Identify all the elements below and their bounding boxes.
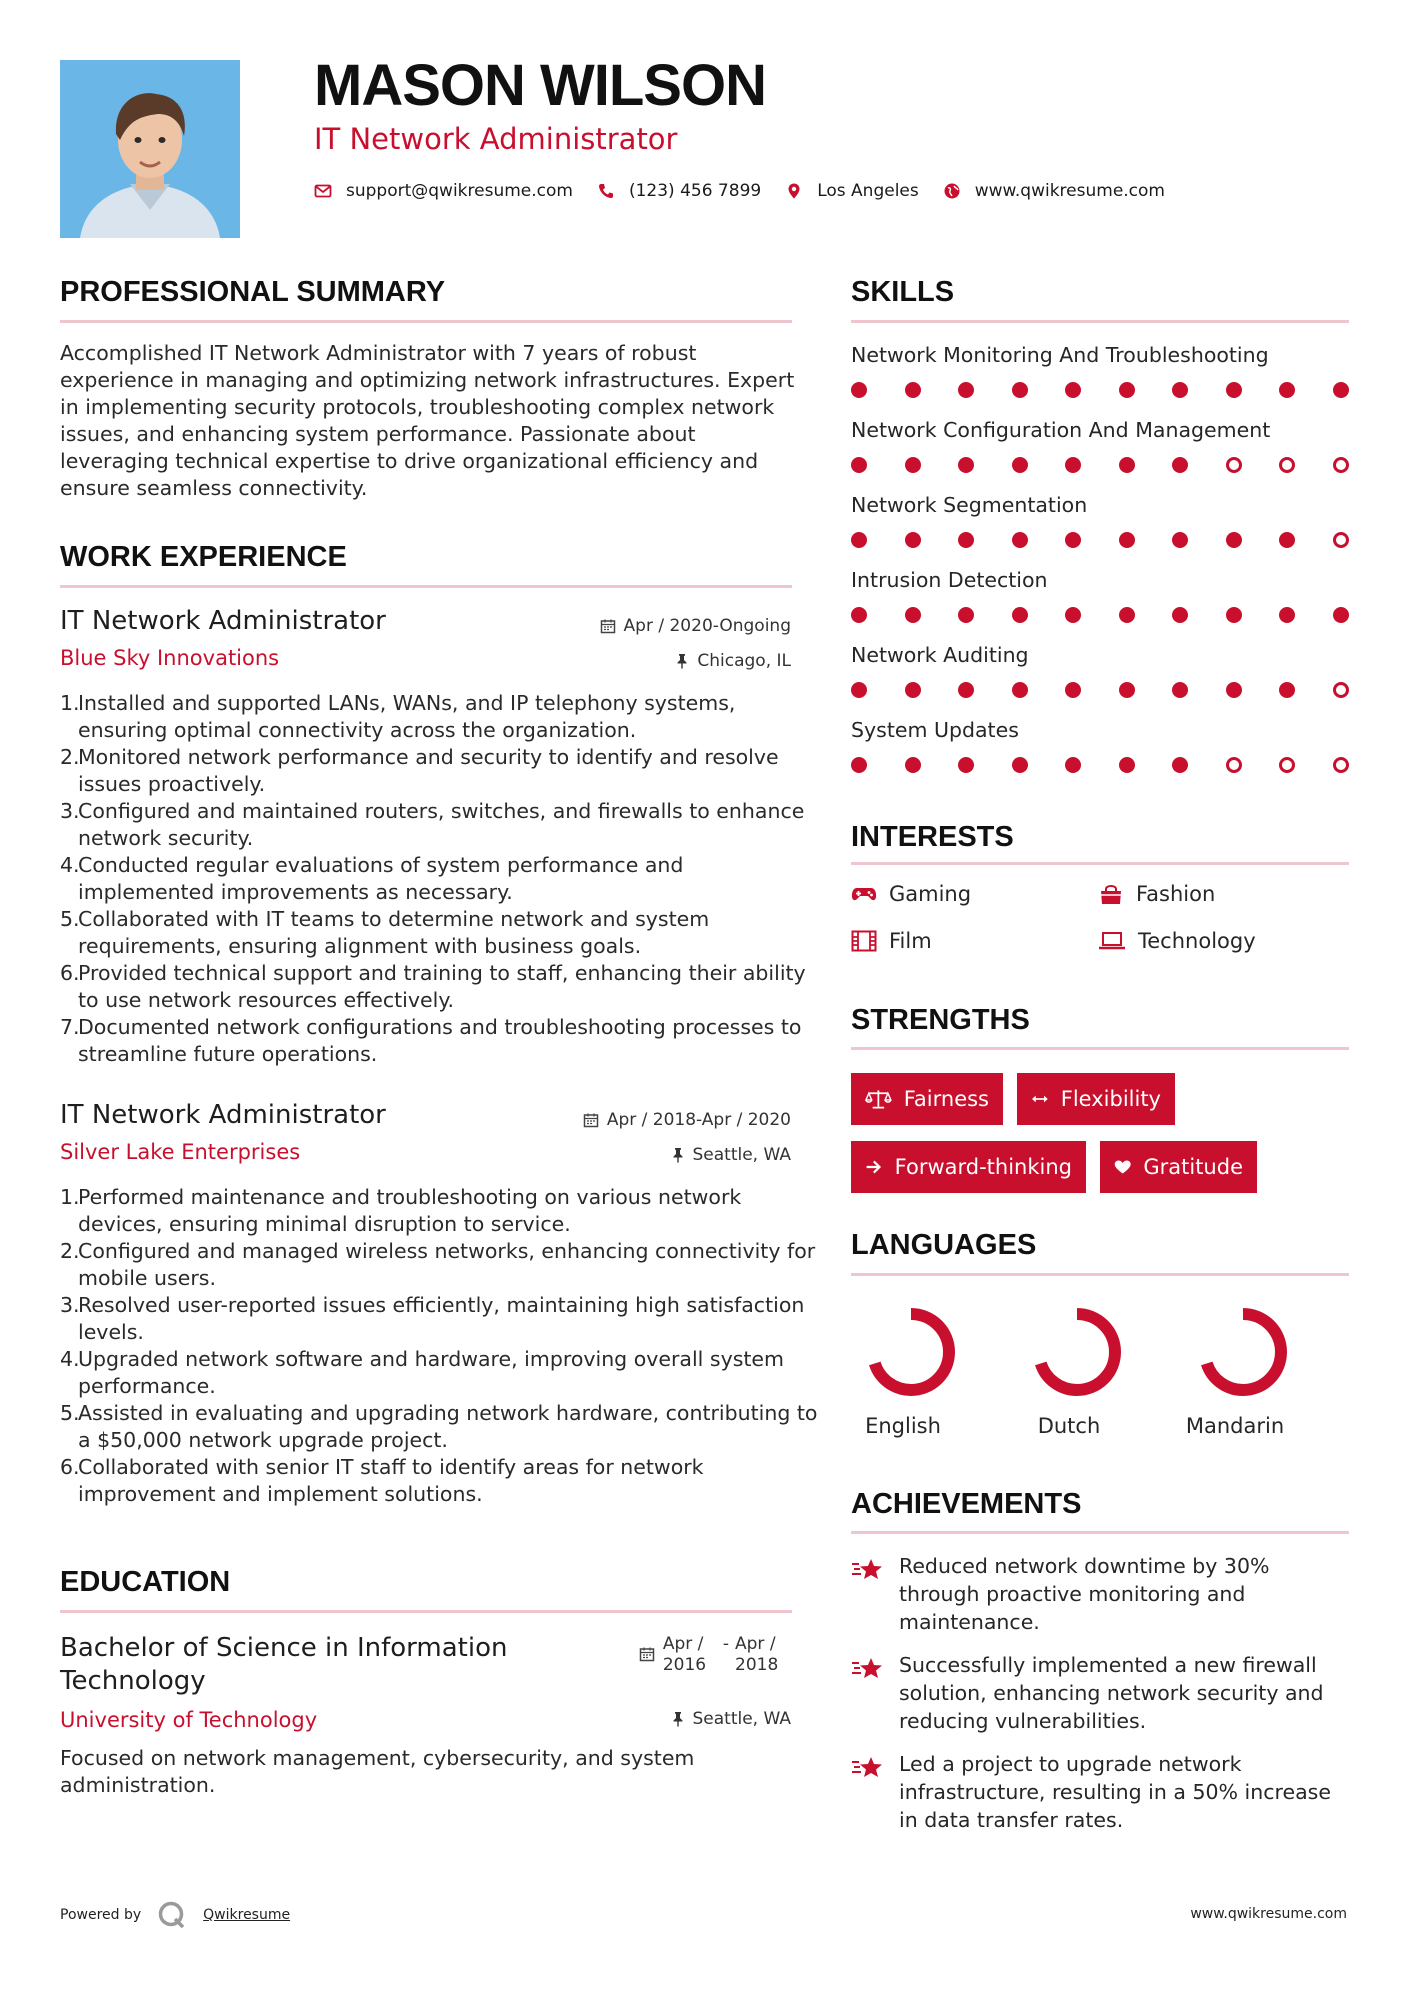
strength-flexibility [1017,1073,1175,1125]
list-item: Upgraded network software and hardware, improving overall system performance. [78,1347,785,1398]
list-item: Documented network configurations and troubleshooting processes to streamline future operations. [78,1015,802,1066]
language-name: English [865,1414,941,1438]
rating-dot-filled [1065,382,1081,398]
rating-dot-filled [958,532,974,548]
rating-dot-filled [1012,457,1028,473]
language-progress-ring [1025,1300,1129,1404]
rating-dot-filled [851,682,867,698]
gamepad-icon [851,885,877,903]
contact-email[interactable]: support@qwikresume.com [346,181,573,201]
strength-gratitude [1100,1141,1257,1193]
film-icon [851,930,877,952]
skills-heading: SKILLS [851,276,955,308]
job-date [583,1110,791,1130]
strengths-heading: STRENGTHS [851,1004,1030,1036]
rating-dot-filled [851,607,867,623]
list-item: Monitored network performance and security to identify and resolve issues proactively. [78,745,779,796]
rating-dot-filled [1065,532,1081,548]
pushpin-icon [671,1711,685,1727]
interest-label: Gaming [889,882,972,906]
achievements-heading: ACHIEVEMENTS [851,1488,1082,1520]
list-item: Performed maintenance and troubleshooting on various network devices, ensuring minimal disruption to service. [78,1185,742,1236]
rating-dot-filled [1119,757,1135,773]
interest-technology [1098,929,1256,953]
language-ring [1017,1300,1137,1408]
rating-dot-filled [1226,682,1242,698]
skill-rating [851,529,1349,551]
education-location-text: Seattle, WA [692,1709,791,1729]
rating-dot-filled [1012,382,1028,398]
language-progress-ring [1191,1300,1295,1404]
balance-scale-icon [865,1088,892,1110]
strength-fairness [851,1073,1003,1125]
contact-location: Los Angeles [817,181,919,201]
rating-dot-filled [958,757,974,773]
footer-site[interactable]: www.qwikresume.com [1190,1906,1347,1922]
rating-dot-filled [905,607,921,623]
rating-dot-filled [958,682,974,698]
strength-label: Fairness [903,1087,989,1111]
experience-heading: WORK EXPERIENCE [60,541,347,573]
skill-name: Network Monitoring And Troubleshooting [851,343,1269,367]
rating-dot-filled [958,457,974,473]
interests-heading: INTERESTS [851,821,1014,853]
calendar-icon [639,1646,655,1662]
rating-dot-filled [1279,532,1295,548]
interest-label: Film [889,929,932,953]
globe-icon [943,182,961,200]
shooting-star-icon [851,1754,885,1782]
list-item: Collaborated with IT teams to determine network and system requirements, ensuring alignment with business goals. [78,907,710,958]
date-separator: - [722,1634,729,1654]
summary-divider [60,320,792,323]
list-item: Resolved user-reported issues efficiently, maintaining high satisfaction levels. [78,1293,805,1344]
rating-dot-filled [1279,682,1295,698]
skill-name: Network Auditing [851,643,1029,667]
calendar-icon [583,1112,599,1128]
shooting-star-icon [851,1655,885,1683]
skill-name: Network Segmentation [851,493,1088,517]
rating-dot-filled [905,532,921,548]
laptop-icon [1098,931,1126,951]
phone-icon [597,182,615,200]
job-date [600,616,791,636]
rating-dot-filled [1119,457,1135,473]
rating-dot-filled [1012,757,1028,773]
job-location-text: Chicago, IL [697,651,791,671]
education-heading: EDUCATION [60,1566,231,1598]
job-company: Blue Sky Innovations [60,646,280,670]
contact-bar [314,178,1189,204]
interests-divider [851,862,1349,865]
qwikresume-logo-icon [157,1900,187,1930]
list-item: Installed and supported LANs, WANs, and IP telephony systems, ensuring optimal connectivity across the organization. [78,691,736,742]
skill-rating [851,454,1349,476]
interest-gaming [851,882,971,906]
shopping-bag-icon [1098,883,1124,905]
rating-dot-filled [1279,607,1295,623]
rating-dot-filled [1172,757,1188,773]
education-location [671,1709,792,1729]
rating-dot-empty [1333,532,1349,548]
job-title: IT Network Administrator [60,606,386,636]
rating-dot-filled [905,682,921,698]
job-company: Silver Lake Enterprises [60,1140,301,1164]
strength-label: Gratitude [1143,1155,1243,1179]
language-ring [851,1300,971,1408]
job-location-text: Seattle, WA [692,1145,791,1165]
achievement-text: Reduced network downtime by 30% through proactive monitoring and maintenance. [899,1554,1270,1634]
profile-photo [60,60,240,238]
rating-dot-filled [1172,382,1188,398]
achievement-item [851,1552,1351,1636]
rating-dot-filled [851,532,867,548]
rating-dot-empty [1279,457,1295,473]
interest-label: Fashion [1136,882,1216,906]
pushpin-icon [675,653,689,669]
job-location [675,651,791,671]
strength-label: Flexibility [1060,1087,1161,1111]
contact-website[interactable]: www.qwikresume.com [974,181,1165,201]
candidate-name: MASON WILSON [314,53,766,118]
rating-dot-filled [1333,382,1349,398]
education-start: Apr / 2016 [662,1634,707,1675]
summary-heading: PROFESSIONAL SUMMARY [60,276,446,308]
summary-text: Accomplished IT Network Administrator with 7 years of robust experience in managing and optimizing network infrastructures. Expert in implementing security protocols, troubleshooting complex network issues, and enhancing system performance. Passionate about leveraging technical expertise to drive organizational efficiency and ensure seamless connectivity. [60,341,795,500]
list-item: Assisted in evaluating and upgrading network hardware, contributing to a $50,000 network upgrade project. [78,1401,818,1452]
arrows-horizontal-icon [1031,1092,1049,1106]
language-progress-arc [1039,1314,1115,1390]
powered-by-label: Powered by [60,1907,142,1923]
skill-rating [851,379,1349,401]
contact-phone[interactable]: (123) 456 7899 [628,181,762,201]
skill-name: Network Configuration And Management [851,418,1271,442]
candidate-role: IT Network Administrator [314,122,678,156]
strength-label: Forward-thinking [894,1155,1072,1179]
rating-dot-filled [851,757,867,773]
language-name: Dutch [1037,1414,1101,1438]
rating-dot-filled [1226,607,1242,623]
rating-dot-filled [1012,607,1028,623]
achievement-item [851,1651,1351,1735]
languages-divider [851,1273,1349,1276]
rating-dot-filled [1279,382,1295,398]
job-location [671,1145,792,1165]
education-divider [60,1610,792,1613]
shooting-star-icon [851,1556,885,1584]
achievement-text: Successfully implemented a new firewall solution, enhancing network security and reducing vulnerabilities. [899,1653,1324,1733]
experience-divider [60,585,792,588]
rating-dot-filled [1065,457,1081,473]
strengths-divider [851,1047,1349,1050]
skill-rating [851,679,1349,701]
rating-dot-empty [1333,757,1349,773]
heart-icon [1114,1157,1131,1177]
map-pin-icon [785,182,803,200]
strength-forward-thinking [851,1141,1086,1193]
achievement-item [851,1750,1351,1834]
achievement-text: Led a project to upgrade network infrastructure, resulting in a 50% increase in data transfer rates. [899,1752,1331,1832]
rating-dot-empty [1226,757,1242,773]
pushpin-icon [671,1147,685,1163]
rating-dot-filled [1119,382,1135,398]
envelope-icon [314,182,332,200]
rating-dot-filled [1065,607,1081,623]
rating-dot-filled [905,757,921,773]
rating-dot-filled [1065,757,1081,773]
skills-divider [851,320,1349,323]
skill-rating [851,604,1349,626]
education-description: Focused on network management, cybersecurity, and system administration. [60,1746,695,1797]
rating-dot-filled [1172,607,1188,623]
job-title: IT Network Administrator [60,1100,386,1130]
languages-heading: LANGUAGES [851,1229,1037,1261]
rating-dot-filled [905,382,921,398]
rating-dot-filled [958,382,974,398]
footer-powered-by [60,1900,290,1930]
rating-dot-filled [1226,382,1242,398]
language-progress-ring [859,1300,963,1404]
achievements-divider [851,1531,1349,1534]
rating-dot-filled [1012,682,1028,698]
education-dates [639,1634,789,1676]
language-name: Mandarin [1185,1414,1285,1438]
education-end: Apr / 2018 [735,1634,779,1675]
interest-fashion [1098,882,1215,906]
calendar-icon [600,618,616,634]
language-progress-arc [873,1314,949,1390]
rating-dot-filled [1065,682,1081,698]
degree-title: Bachelor of Science in Information Technology [60,1633,508,1696]
rating-dot-empty [1279,757,1295,773]
list-item: Configured and managed wireless networks, enhancing connectivity for mobile users. [78,1239,816,1290]
rating-dot-filled [1172,682,1188,698]
rating-dot-filled [1119,682,1135,698]
rating-dot-filled [1119,607,1135,623]
interest-film [851,929,932,953]
rating-dot-filled [905,457,921,473]
job-bullets [60,690,818,1068]
rating-dot-empty [1333,682,1349,698]
language-progress-arc [1205,1314,1281,1390]
list-item: Conducted regular evaluations of system performance and implemented improvements as necessary. [78,853,684,904]
school-name: University of Technology [60,1708,318,1732]
rating-dot-filled [1119,532,1135,548]
rating-dot-empty [1333,457,1349,473]
job-date-text: Apr / 2020-Ongoing [623,616,791,636]
person-avatar-icon [60,60,240,238]
skill-name: Intrusion Detection [851,568,1048,592]
rating-dot-empty [1226,457,1242,473]
skill-rating [851,754,1349,776]
rating-dot-filled [1226,532,1242,548]
job-bullets [60,1184,818,1508]
rating-dot-filled [958,607,974,623]
rating-dot-filled [1333,607,1349,623]
brand-link[interactable]: Qwikresume [203,1907,291,1923]
rating-dot-filled [1012,532,1028,548]
list-item: Collaborated with senior IT staff to identify areas for network improvement and implement solutions. [78,1455,704,1506]
rating-dot-filled [1172,532,1188,548]
language-ring [1183,1300,1303,1408]
rating-dot-filled [851,382,867,398]
job-date-text: Apr / 2018-Apr / 2020 [606,1110,791,1130]
arrow-right-icon [865,1158,883,1176]
list-item: Configured and maintained routers, switches, and firewalls to enhance network security. [78,799,805,850]
rating-dot-filled [1172,457,1188,473]
skill-name: System Updates [851,718,1019,742]
rating-dot-filled [851,457,867,473]
interest-label: Technology [1138,929,1256,953]
list-item: Provided technical support and training to staff, enhancing their ability to use network resources effectively. [78,961,806,1012]
